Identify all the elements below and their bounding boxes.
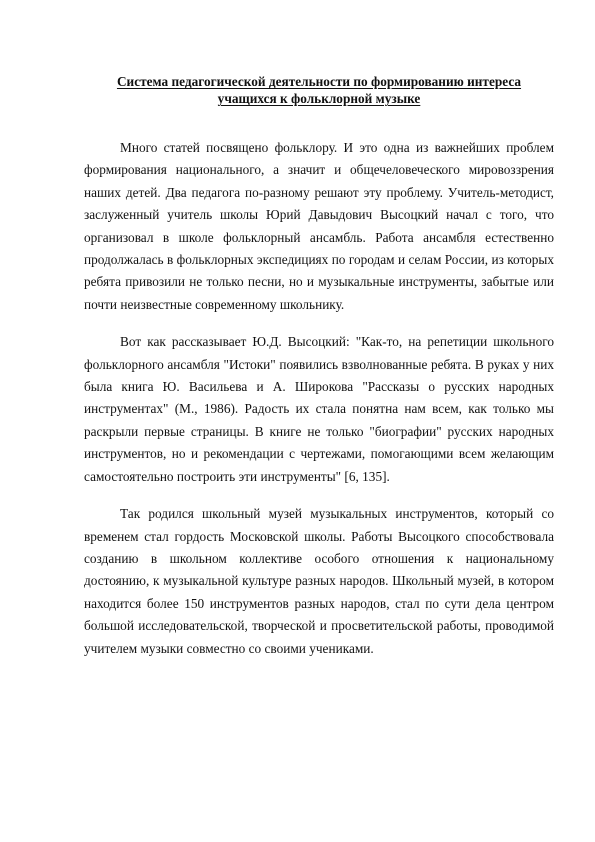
document-title bbox=[84, 73, 554, 107]
title-line-1: Система педагогической деятельности по формированию интереса bbox=[116, 74, 522, 89]
paragraph-3: Так родился школьный музей музыкальных инструментов, который со временем стал гордость Московской школы. Работы Высоцкого способствовала созданию в школьном коллективе особого отношения к национальному достоянию, к музыкальной культуре разных народов. Школьный музей, в котором находится более 150 инструментов разных народов, стал по сути дела центром большой исследовательской, творческой и просветительской работы, проводимой учителем музыки совместно со своими учениками. bbox=[84, 506, 554, 656]
document-page bbox=[84, 73, 554, 660]
paragraph-2: Вот как рассказывает Ю.Д. Высоцкий: "Как-то, на репетиции школьного фольклорного ансамбля "Истоки" появились взволнованные ребята. В руках у них была книга Ю. Васильева и А. Широкова "Рассказы о русских народных инструментах" (М., 1986). Радость их стала понятна нам всем, как только мы раскрыли первые страницы. В книге не только "биографии" русских народных инструментов, но и рекомендации с чертежами, помогающими всем желающим самостоятельно построить эти инструменты" [6, 135]. bbox=[84, 334, 554, 484]
title-line-2: учащихся к фольклорной музыке bbox=[217, 91, 421, 106]
paragraph-1: Много статей посвящено фольклору. И это одна из важнейших проблем формирования национального, а значит и общечеловеческого мировоззрения наших детей. Два педагога по-разному решают эту проблему. Учитель-методист, заслуженный учитель школы Юрий Давыдович Высоцкий начал с того, что организовал в школе фольклорный ансамбль. Работа ансамбля естественно продолжалась в фольклорных экспедициях по городам и селам России, из которых ребята привозили не только песни, но и музыкальные инструменты, забытые или почти неизвестные современному школьнику. bbox=[84, 140, 554, 312]
